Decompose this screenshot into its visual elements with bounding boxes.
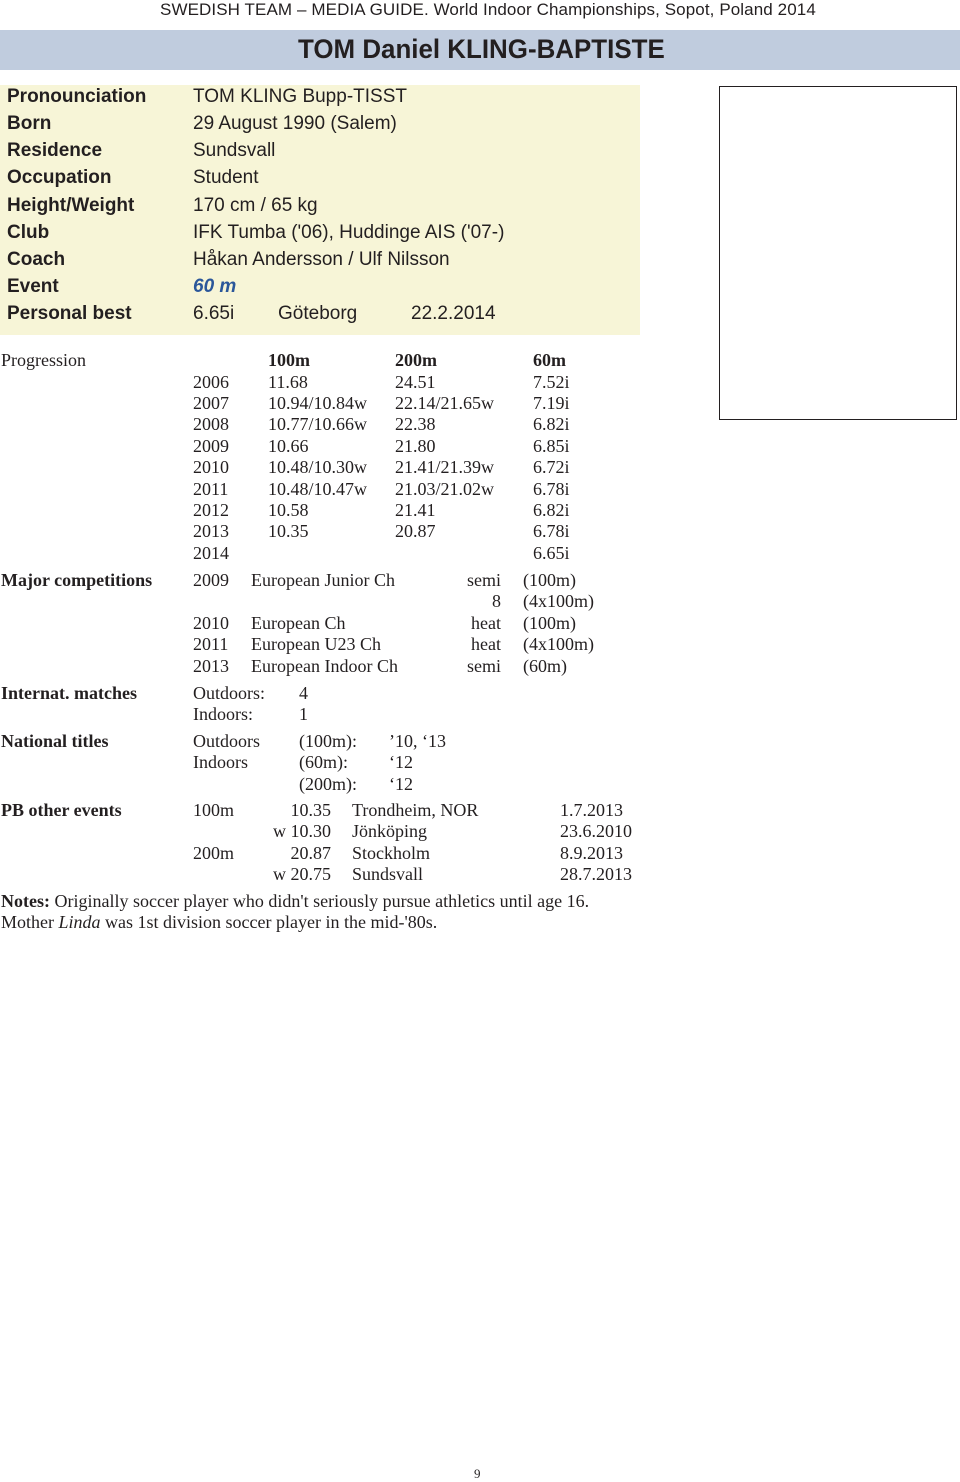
born-label: Born [7, 113, 52, 134]
pb-other-place: Jönköping [352, 821, 428, 841]
major-competition-year: 2013 [193, 656, 229, 676]
major-competition-name: European Ch [251, 613, 346, 633]
notes-line-1 [1, 891, 589, 912]
club-value: IFK Tumba ('06), Huddinge AIS ('07-) [193, 222, 505, 243]
coach-label: Coach [7, 249, 66, 270]
progression-100m: 10.77/10.66w [268, 414, 367, 434]
progression-60m: 6.78i [533, 521, 570, 541]
occupation-value: Student [193, 167, 259, 188]
progression-header-200m: 200m [395, 350, 437, 370]
progression-year: 2011 [193, 479, 229, 499]
national-title-years: ‘12 [389, 752, 413, 772]
progression-year: 2010 [193, 457, 229, 477]
progression-year: 2009 [193, 436, 229, 456]
notes-label: Notes: [1, 891, 50, 911]
pb-other-place: Sundsvall [352, 864, 424, 884]
residence-label: Residence [7, 140, 103, 161]
club-label: Club [7, 222, 50, 243]
pb-other-mark: 10.35 [290, 800, 331, 820]
athlete-name: TOM Daniel KLING-BAPTISTE [298, 34, 665, 64]
notes-mother-name: Linda [58, 912, 101, 932]
pb-other-mark: w 20.75 [273, 864, 331, 884]
major-competition-place: semi [467, 656, 501, 676]
progression-100m: 10.66 [268, 436, 309, 456]
internat-indoors-count: 1 [299, 704, 308, 724]
athlete-photo-frame [719, 86, 957, 420]
progression-60m: 7.19i [533, 393, 570, 413]
coach-value: Håkan Andersson / Ulf Nilsson [193, 249, 450, 270]
progression-200m: 21.41 [395, 500, 436, 520]
notes-text-2a: Mother [1, 912, 59, 932]
major-competition-event: (100m) [523, 570, 576, 590]
progression-year: 2006 [193, 372, 229, 392]
personal-best-date: 22.2.2014 [411, 303, 496, 324]
progression-100m: 10.58 [268, 500, 309, 520]
born-value: 29 August 1990 (Salem) [193, 113, 397, 134]
national-title-years: ‘12 [389, 774, 413, 794]
progression-year: 2013 [193, 521, 229, 541]
major-competition-year: 2009 [193, 570, 229, 590]
major-competition-place: heat [471, 634, 501, 654]
progression-60m: 6.65i [533, 543, 570, 563]
pb-other-event: 100m [193, 800, 235, 820]
progression-year: 2008 [193, 414, 229, 434]
event-label: Event [7, 276, 59, 297]
progression-60m: 6.82i [533, 500, 570, 520]
height-weight-label: Height/Weight [7, 195, 135, 216]
pb-other-date: 1.7.2013 [560, 800, 623, 820]
major-competition-event: (4x100m) [523, 634, 594, 654]
progression-200m: 21.80 [395, 436, 436, 456]
national-title-type: Indoors [193, 752, 248, 772]
internat-outdoors-count: 4 [299, 683, 308, 703]
residence-value: Sundsvall [193, 140, 276, 161]
national-title-event: (60m): [299, 752, 348, 772]
internat-outdoors-label: Outdoors: [193, 683, 265, 703]
occupation-label: Occupation [7, 167, 112, 188]
height-weight-value: 170 cm / 65 kg [193, 195, 318, 216]
major-competition-event: (100m) [523, 613, 576, 633]
major-competition-place: semi [467, 570, 501, 590]
progression-header-100m: 100m [268, 350, 310, 370]
notes-text-1: Originally soccer player who didn't seriously pursue athletics until age 16. [49, 891, 590, 911]
progression-60m: 6.85i [533, 436, 570, 456]
pb-other-place: Stockholm [352, 843, 431, 863]
progression-year: 2012 [193, 500, 229, 520]
personal-best-mark: 6.65i [193, 303, 235, 324]
progression-100m: 11.68 [268, 372, 308, 392]
major-competition-place: heat [471, 613, 501, 633]
notes-text-2b: was 1st division soccer player in the mid-'80s. [100, 912, 438, 932]
progression-label: Progression [1, 350, 86, 370]
major-competition-name: European U23 Ch [251, 634, 381, 654]
progression-100m: 10.48/10.47w [268, 479, 367, 499]
personal-best-place: Göteborg [278, 303, 358, 324]
internat-matches-label: Internat. matches [1, 683, 137, 703]
pb-other-mark: w 10.30 [273, 821, 331, 841]
major-competition-name: European Junior Ch [251, 570, 395, 590]
progression-60m: 6.82i [533, 414, 570, 434]
progression-100m: 10.48/10.30w [268, 457, 367, 477]
pb-other-date: 28.7.2013 [560, 864, 632, 884]
progression-200m: 21.41/21.39w [395, 457, 494, 477]
pb-other-event: 200m [193, 843, 235, 863]
national-titles-label: National titles [1, 731, 109, 751]
progression-year: 2014 [193, 543, 229, 563]
athlete-info-box [0, 85, 640, 335]
national-title-event: (100m): [299, 731, 357, 751]
pb-other-date: 8.9.2013 [560, 843, 623, 863]
progression-200m: 21.03/21.02w [395, 479, 494, 499]
event-value: 60 m [193, 276, 237, 297]
progression-100m: 10.94/10.84w [268, 393, 367, 413]
pb-other-mark: 20.87 [290, 843, 331, 863]
major-competitions-label: Major competitions [1, 570, 153, 590]
major-competition-year: 2010 [193, 613, 229, 633]
national-title-type: Outdoors [193, 731, 260, 751]
national-title-event: (200m): [299, 774, 357, 794]
progression-year: 2007 [193, 393, 229, 413]
guide-header: SWEDISH TEAM – MEDIA GUIDE. World Indoor Championships, Sopot, Poland 2014 [160, 0, 816, 19]
progression-60m: 6.78i [533, 479, 570, 499]
progression-200m: 24.51 [395, 372, 436, 392]
major-competition-event: (60m) [523, 656, 567, 676]
personal-best-label: Personal best [7, 303, 132, 324]
major-competition-name: European Indoor Ch [251, 656, 398, 676]
internat-indoors-label: Indoors: [193, 704, 253, 724]
pronunciation-label: Pronounciation [7, 86, 147, 107]
pb-other-events-label: PB other events [1, 800, 122, 820]
progression-200m: 20.87 [395, 521, 436, 541]
progression-100m: 10.35 [268, 521, 309, 541]
progression-60m: 7.52i [533, 372, 570, 392]
progression-200m: 22.14/21.65w [395, 393, 494, 413]
major-competition-event: (4x100m) [523, 591, 594, 611]
major-competition-year: 2011 [193, 634, 229, 654]
notes-line-2 [1, 912, 437, 933]
national-title-years: ’10, ‘13 [389, 731, 446, 751]
pb-other-date: 23.6.2010 [560, 821, 632, 841]
major-competition-place: 8 [492, 591, 501, 611]
progression-60m: 6.72i [533, 457, 570, 477]
progression-200m: 22.38 [395, 414, 436, 434]
pronunciation-value: TOM KLING Bupp-TISST [193, 86, 407, 107]
progression-header-60m: 60m [533, 350, 566, 370]
athlete-name-bar [0, 30, 960, 70]
pb-other-place: Trondheim, NOR [352, 800, 479, 820]
page-number: 9 [474, 1466, 481, 1481]
